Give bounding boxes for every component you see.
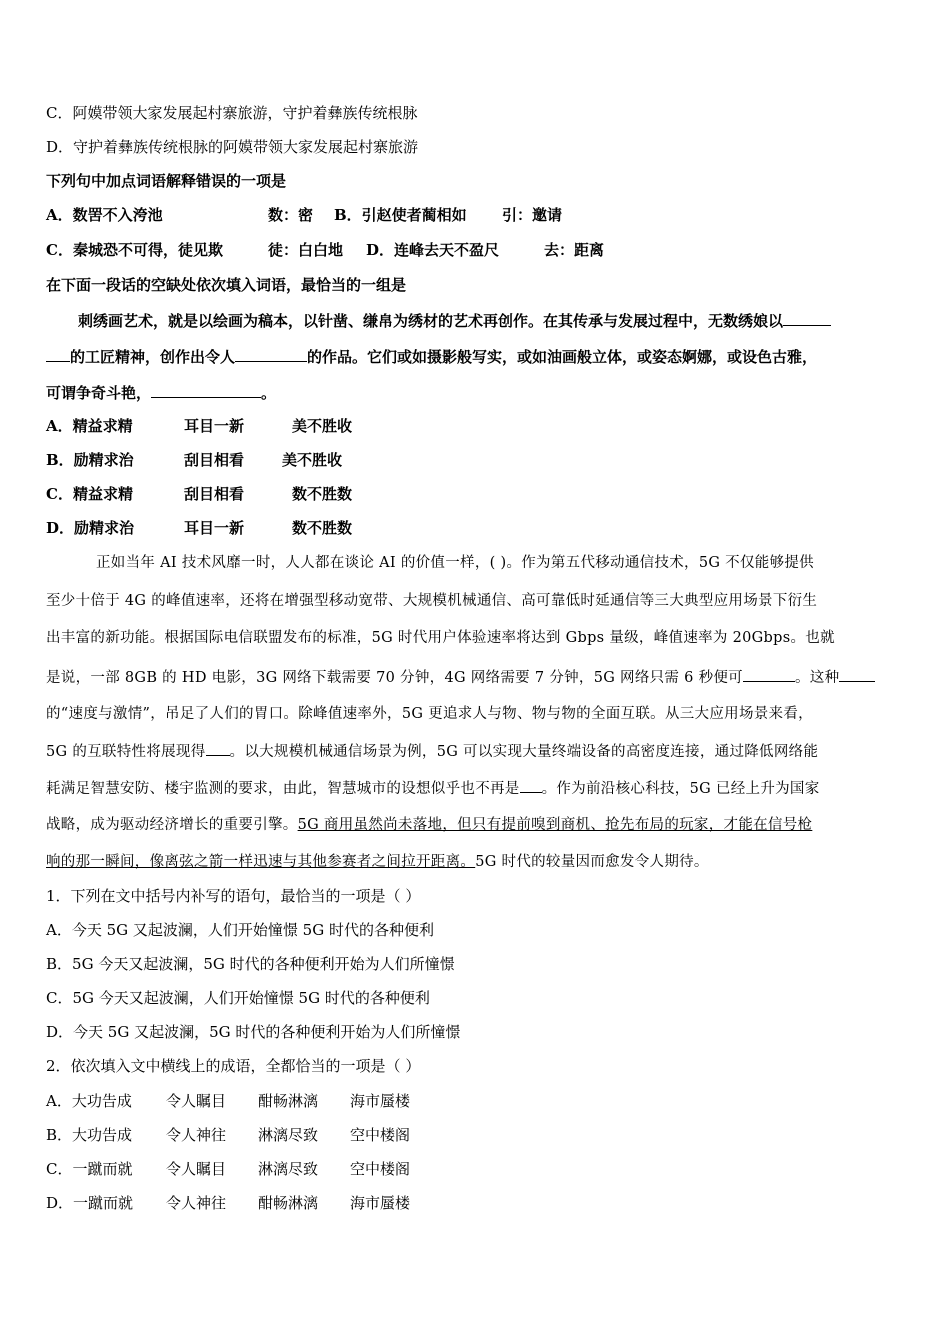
q1-option-d: D．今天 5G 又起波澜，5G 时代的各种便利开始为人们所憧憬 xyxy=(46,1023,461,1041)
fill-blank-2 xyxy=(235,346,307,362)
fill-question-stem: 在下面一段话的空缺处依次填入词语，最恰当的一组是 xyxy=(46,276,407,294)
passage-blank-4 xyxy=(520,777,542,793)
underlined-sentence: 5G 商用虽然尚未落地，但只有提前嗅到商机、抢先布局的玩家，才能在信号枪 xyxy=(297,817,813,833)
q1-option-a: A．今天 5G 又起波澜，人们开始憧憬 5G 时代的各种便利 xyxy=(46,921,434,939)
words-option-row-ab xyxy=(46,205,906,225)
fill-paragraph-line-3: 可谓争奇斗艳， 。 xyxy=(46,384,277,402)
words-option-b-expl: 引：邀请 xyxy=(502,206,563,224)
prev-option-d: D．守护着彝族传统根脉的阿嫫带领大家发展起村寨旅游 xyxy=(46,138,419,156)
words-question-stem: 下列句中加点词语解释错误的一项是 xyxy=(46,172,287,190)
q2-option-d: D．一蹴而就 令人神往 酣畅淋漓 海市蜃楼 xyxy=(46,1194,411,1212)
words-option-a-expl: 数：密 xyxy=(268,206,314,224)
passage-line-4: 是说，一部 8GB 的 HD 电影，3G 网络下载需要 70 分钟，4G 网络需要 7 分钟，5G 网络只需 6 秒便可 。这种 xyxy=(46,666,906,688)
fill-blank-1-cont xyxy=(46,346,70,362)
passage-line-7: 耗满足智慧安防、楼宇监测的要求，由此，智慧城市的设想似乎也不再是 。作为前沿核心科技，5G 已经上升为国家 xyxy=(46,777,906,799)
prev-option-c: C．阿嫫带领大家发展起村寨旅游，守护着彝族传统根脉 xyxy=(46,104,418,122)
fill-blank-3 xyxy=(151,382,261,398)
q1-stem: 1．下列在文中括号内补写的语句，最恰当的一项是（ ） xyxy=(46,887,421,905)
fill-paragraph-line-2: 的工匠精神，创作出令人 的作品。它们或如摄影般写实，或如油画般立体，或姿态婀娜，或设色古雅， xyxy=(46,346,906,367)
q1-option-b: B．5G 今天又起波澜，5G 时代的各种便利开始为人们所憧憬 xyxy=(46,955,455,973)
fill-paragraph-line-1: 刺绣画艺术，就是以绘画为稿本，以针凿、缣帛为绣材的艺术再创作。在其传承与发展过程中，无数绣娘以 xyxy=(78,310,906,331)
underlined-sentence-cont: 响的那一瞬间，像离弦之箭一样迅速与其他参赛者之间拉开距离。 xyxy=(46,854,476,870)
words-option-d: D．连峰去天不盈尺 xyxy=(366,241,500,259)
words-option-row-cd xyxy=(46,240,906,260)
passage-blank-3 xyxy=(206,740,230,756)
words-option-a: A．数罟不入洿池 xyxy=(46,206,163,224)
fill-option-d: D．励精求治 耳目一新 数不胜数 xyxy=(46,519,353,537)
passage-line-9: 响的那一瞬间，像离弦之箭一样迅速与其他参赛者之间拉开距离。5G 时代的较量因而愈发令人期待。 xyxy=(46,854,709,870)
passage-line-5: 的“速度与激情”，吊足了人们的胃口。除峰值速率外，5G 更追求人与物、物与物的全面互联。从三大应用场景来看， xyxy=(46,706,813,722)
fill-option-c: C．精益求精 刮目相看 数不胜数 xyxy=(46,485,353,503)
passage-line-6: 5G 的互联特性将展现得 。以大规模机械通信场景为例，5G 可以实现大量终端设备的高密度连接，通过降低网络能 xyxy=(46,740,906,762)
fill-option-a: A．精益求精 耳目一新 美不胜收 xyxy=(46,417,353,435)
words-option-d-expl: 去：距离 xyxy=(544,241,605,259)
passage-line-8: 战略，成为驱动经济增长的重要引擎。5G 商用虽然尚未落地，但只有提前嗅到商机、抢先布局的玩家，才能在信号枪 xyxy=(46,817,813,833)
q2-stem: 2．依次填入文中横线上的成语，全都恰当的一项是（ ） xyxy=(46,1057,421,1075)
fill-option-b: B．励精求治 刮目相看 美不胜收 xyxy=(46,451,343,469)
q2-option-a: A．大功告成 令人瞩目 酣畅淋漓 海市蜃楼 xyxy=(46,1092,411,1110)
words-option-c: C．秦城恐不可得，徒见欺 xyxy=(46,241,223,259)
fill-blank-1 xyxy=(783,310,831,326)
passage-blank-2 xyxy=(839,666,875,682)
passage-line-3: 出丰富的新功能。根据国际电信联盟发布的标准，5G 时代用户体验速率将达到 Gbps 量级，峰值速率为 20Gbps。也就 xyxy=(46,630,835,646)
passage-line-2: 至少十倍于 4G 的峰值速率，还将在增强型移动宽带、大规模机械通信、高可靠低时延通信等三大典型应用场景下衍生 xyxy=(46,593,818,609)
q2-option-c: C．一蹴而就 令人瞩目 淋漓尽致 空中楼阁 xyxy=(46,1160,411,1178)
passage-blank-1 xyxy=(743,666,795,682)
q1-option-c: C．5G 今天又起波澜，人们开始憧憬 5G 时代的各种便利 xyxy=(46,989,430,1007)
words-option-b: B．引赵使者蔺相如 xyxy=(334,206,467,224)
q2-option-b: B．大功告成 令人神往 淋漓尽致 空中楼阁 xyxy=(46,1126,411,1144)
passage-line-1: 正如当年 AI 技术风靡一时，人人都在谈论 AI 的价值一样，( )。作为第五代移动通信技术，5G 不仅能够提供 xyxy=(96,555,814,571)
words-option-c-expl: 徒：白白地 xyxy=(268,241,344,259)
